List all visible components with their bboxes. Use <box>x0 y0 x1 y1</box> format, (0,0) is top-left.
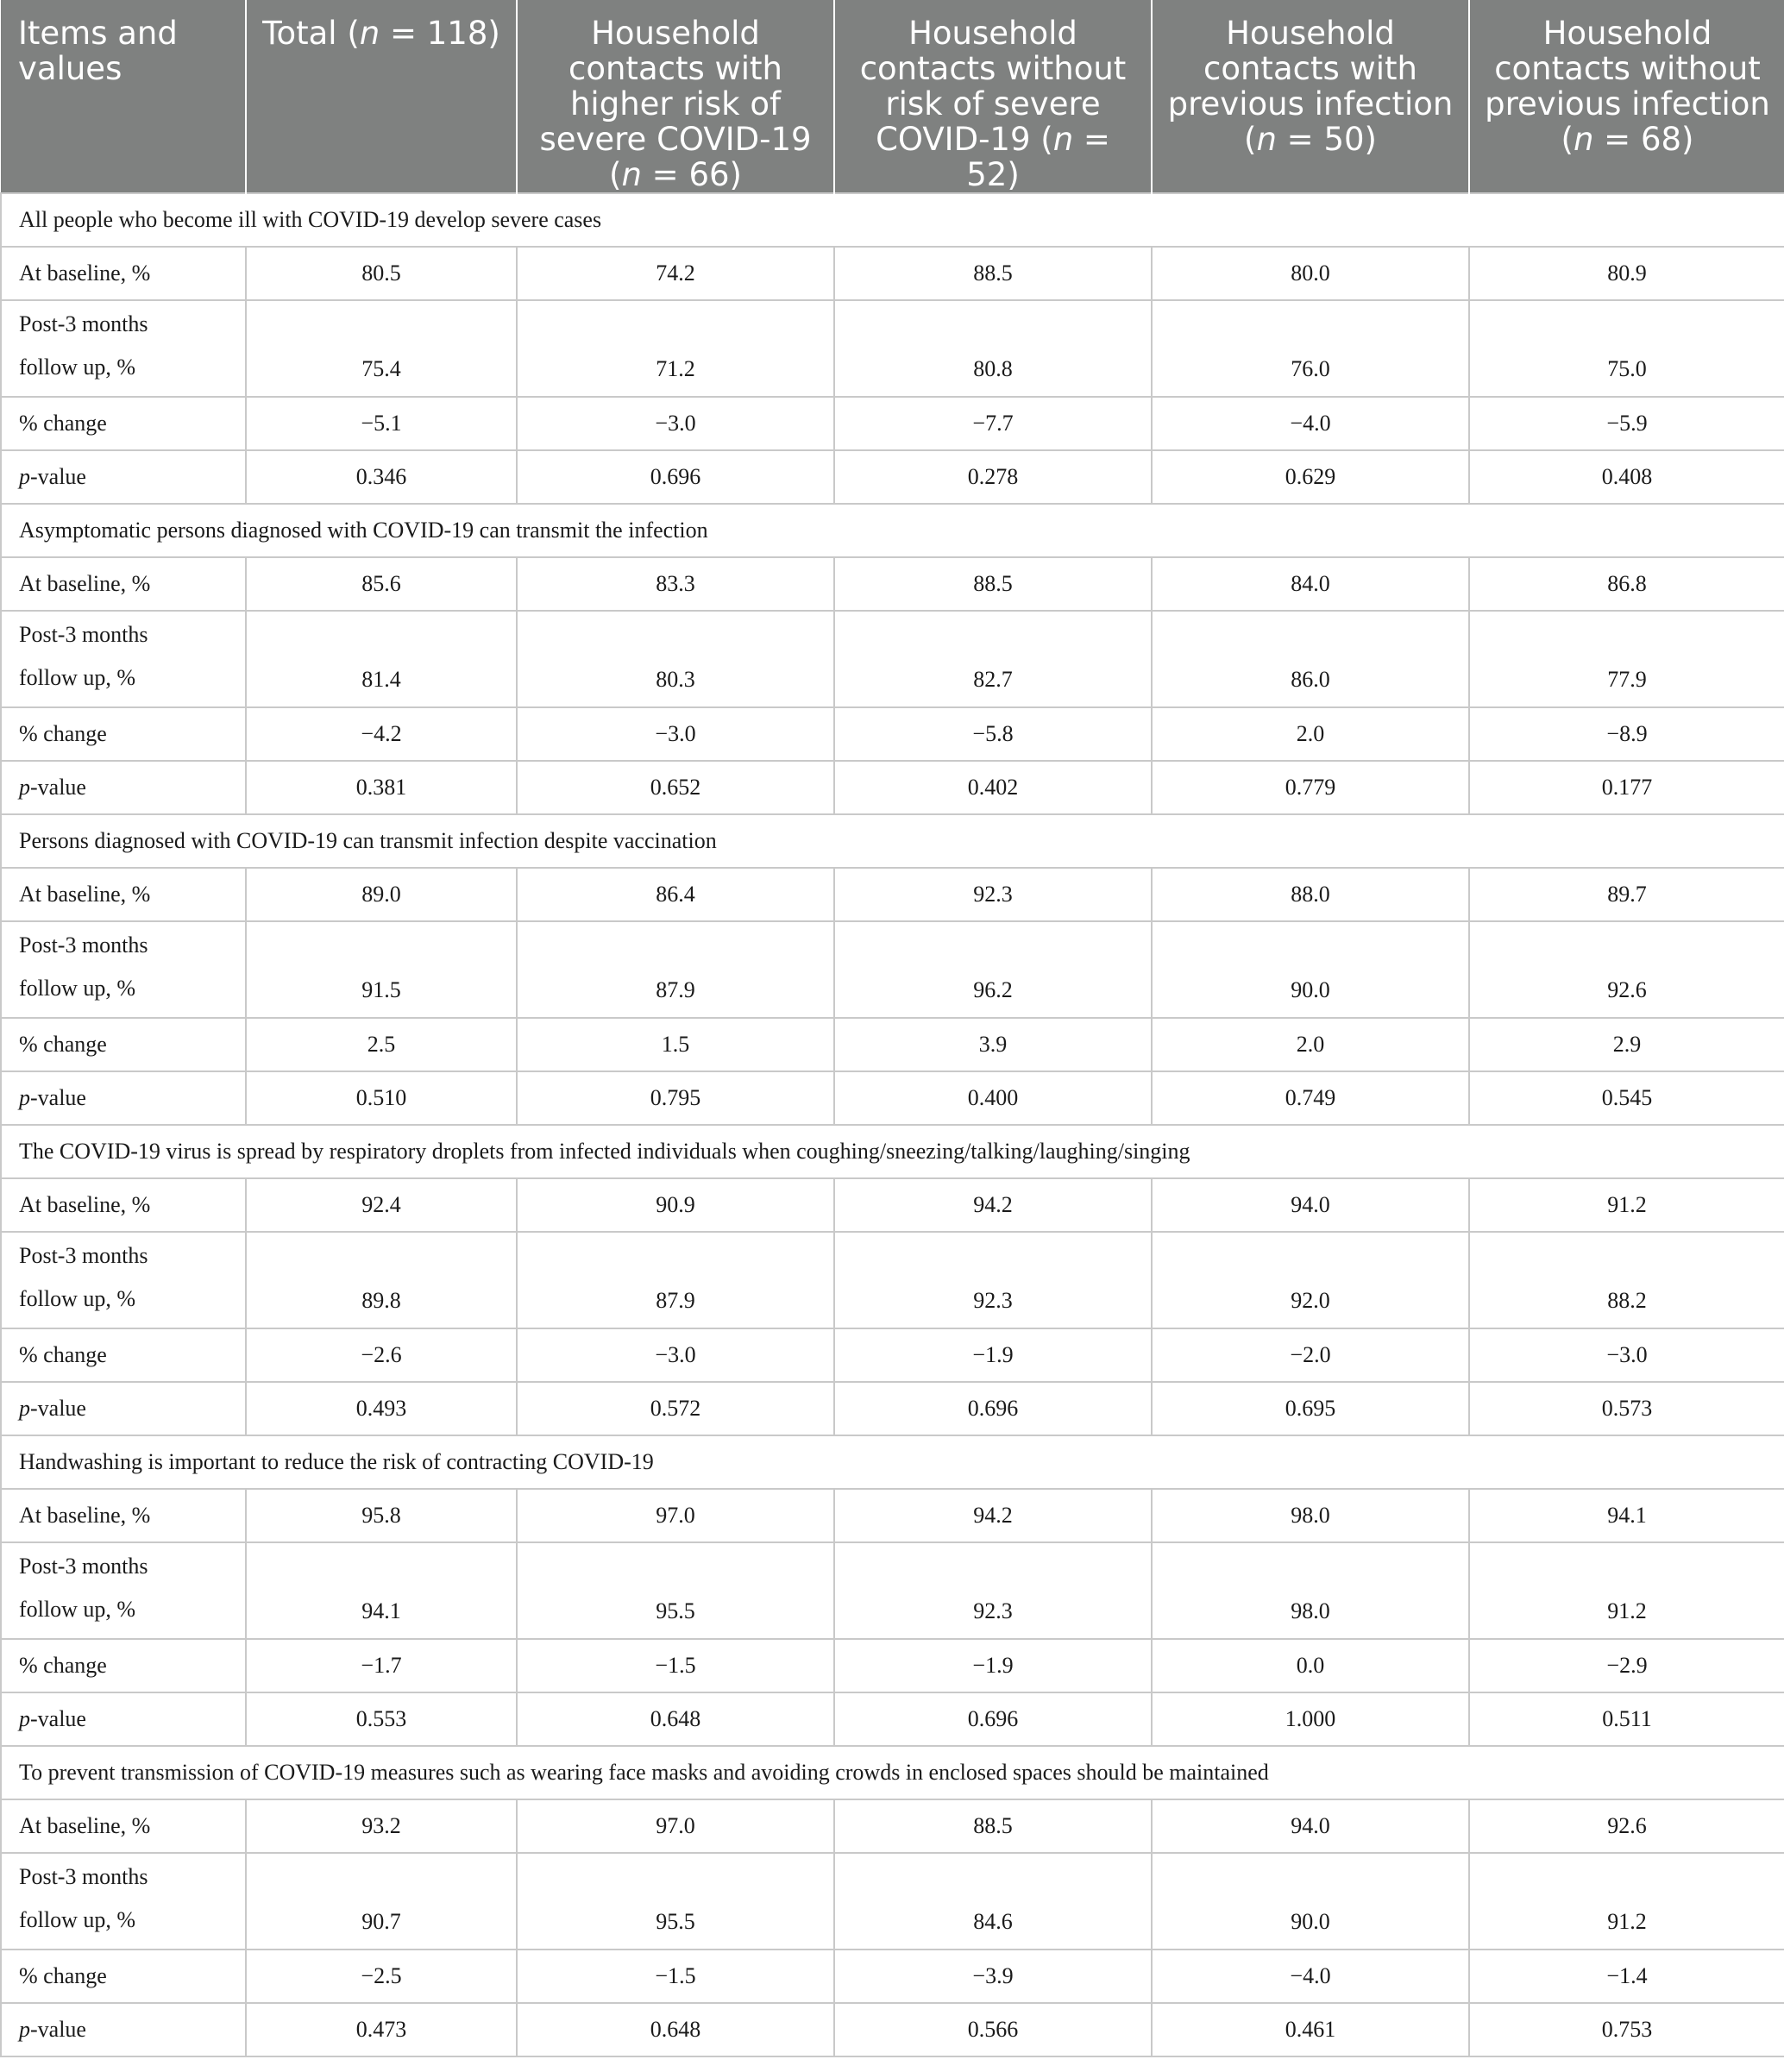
row-label-p-value: p-value <box>1 1071 246 1125</box>
header-items-and-values: Items and values <box>1 0 246 193</box>
table-cell: −3.9 <box>834 1950 1152 2003</box>
table-cell: 91.2 <box>1469 1178 1784 1232</box>
table-cell: 94.1 <box>1469 1489 1784 1542</box>
table-cell: 92.3 <box>834 1232 1152 1328</box>
row-label-post: Post-3 months follow up, % <box>1 1232 246 1328</box>
table-row <box>1 1382 1784 1435</box>
table-cell: 0.648 <box>517 1692 834 1746</box>
table-cell: −1.7 <box>246 1639 517 1692</box>
table-cell: 94.2 <box>834 1178 1152 1232</box>
row-label-post: Post-3 months follow up, % <box>1 921 246 1018</box>
table-cell: 75.0 <box>1469 300 1784 397</box>
table-cell: 0.572 <box>517 1382 834 1435</box>
table-row <box>1 1853 1784 1950</box>
table-cell: 0.749 <box>1152 1071 1469 1125</box>
table-cell: 0.753 <box>1469 2003 1784 2056</box>
table-row <box>1 1328 1784 1382</box>
table-cell: 0.629 <box>1152 450 1469 504</box>
table-cell: 75.4 <box>246 300 517 397</box>
section-title: Asymptomatic persons diagnosed with COVID-19 can transmit the infection <box>1 504 1784 557</box>
table-cell: 0.278 <box>834 450 1152 504</box>
table-cell: 74.2 <box>517 247 834 300</box>
table-cell: 0.400 <box>834 1071 1152 1125</box>
table-cell: 0.652 <box>517 761 834 814</box>
table-cell: 0.696 <box>834 1382 1152 1435</box>
row-label-baseline: At baseline, % <box>1 1799 246 1853</box>
table-cell: −2.9 <box>1469 1639 1784 1692</box>
table-cell: 2.0 <box>1152 707 1469 761</box>
table-row <box>1 1542 1784 1639</box>
table-row <box>1 1232 1784 1328</box>
section-title: To prevent transmission of COVID-19 measures such as wearing face masks and avoiding crowds in enclosed spaces should be maintained <box>1 1746 1784 1799</box>
row-label-post: Post-3 months follow up, % <box>1 1853 246 1950</box>
table-cell: 94.0 <box>1152 1178 1469 1232</box>
header-without-previous-infection: Household contacts without previous infection (n = 68) <box>1469 0 1784 193</box>
table-cell: 88.5 <box>834 557 1152 611</box>
table-cell: 98.0 <box>1152 1542 1469 1639</box>
table-cell: 71.2 <box>517 300 834 397</box>
section-row <box>1 1746 1784 1799</box>
table-row <box>1 1489 1784 1542</box>
table-cell: 80.9 <box>1469 247 1784 300</box>
table-cell: 80.0 <box>1152 247 1469 300</box>
table-cell: 1.000 <box>1152 1692 1469 1746</box>
table-cell: 88.5 <box>834 247 1152 300</box>
table-cell: 0.381 <box>246 761 517 814</box>
row-label-change: % change <box>1 1018 246 1071</box>
header-row <box>1 0 1784 193</box>
row-label-p-value: p-value <box>1 2003 246 2056</box>
table-cell: 1.5 <box>517 1018 834 1071</box>
table-header <box>1 0 1784 193</box>
table-row <box>1 1950 1784 2003</box>
table-cell: −5.8 <box>834 707 1152 761</box>
table-cell: 0.177 <box>1469 761 1784 814</box>
table-cell: 92.6 <box>1469 921 1784 1018</box>
table-row <box>1 247 1784 300</box>
header-total: Total (n = 118) <box>246 0 517 193</box>
table-cell: 85.6 <box>246 557 517 611</box>
table-cell: −1.9 <box>834 1328 1152 1382</box>
table-cell: −1.4 <box>1469 1950 1784 2003</box>
section-row <box>1 1435 1784 1489</box>
table-cell: 91.5 <box>246 921 517 1018</box>
table-cell: −3.0 <box>517 397 834 450</box>
table-row <box>1 2003 1784 2056</box>
row-label-p-value: p-value <box>1 1382 246 1435</box>
table-cell: 0.408 <box>1469 450 1784 504</box>
table-cell: 94.0 <box>1152 1799 1469 1853</box>
table-cell: 89.0 <box>246 868 517 921</box>
table-cell: −1.9 <box>834 1639 1152 1692</box>
table-cell: −4.0 <box>1152 397 1469 450</box>
table-cell: 87.9 <box>517 1232 834 1328</box>
table-cell: 0.648 <box>517 2003 834 2056</box>
table-row <box>1 868 1784 921</box>
table-cell: 94.1 <box>246 1542 517 1639</box>
row-label-post: Post-3 months follow up, % <box>1 1542 246 1639</box>
row-label-baseline: At baseline, % <box>1 557 246 611</box>
table-cell: 88.0 <box>1152 868 1469 921</box>
section-row <box>1 1125 1784 1178</box>
row-label-baseline: At baseline, % <box>1 868 246 921</box>
row-label-change: % change <box>1 1950 246 2003</box>
table-cell: 89.7 <box>1469 868 1784 921</box>
table-cell: −4.0 <box>1152 1950 1469 2003</box>
table-cell: 93.2 <box>246 1799 517 1853</box>
table-cell: −7.7 <box>834 397 1152 450</box>
row-label-change: % change <box>1 1328 246 1382</box>
header-without-risk: Household contacts without risk of severe COVID-19 (n = 52) <box>834 0 1152 193</box>
table-row <box>1 921 1784 1018</box>
table-row <box>1 1018 1784 1071</box>
table-cell: 0.779 <box>1152 761 1469 814</box>
table-cell: 0.493 <box>246 1382 517 1435</box>
table-cell: −3.0 <box>517 707 834 761</box>
row-label-baseline: At baseline, % <box>1 247 246 300</box>
header-higher-risk: Household contacts with higher risk of severe COVID-19 (n = 66) <box>517 0 834 193</box>
table-cell: 88.2 <box>1469 1232 1784 1328</box>
table-cell: 95.5 <box>517 1542 834 1639</box>
table-cell: −5.1 <box>246 397 517 450</box>
row-label-baseline: At baseline, % <box>1 1489 246 1542</box>
table-cell: 97.0 <box>517 1799 834 1853</box>
table-cell: 0.695 <box>1152 1382 1469 1435</box>
table-row <box>1 450 1784 504</box>
table-cell: 0.473 <box>246 2003 517 2056</box>
table-cell: 92.4 <box>246 1178 517 1232</box>
table-cell: 0.402 <box>834 761 1152 814</box>
table-cell: 0.553 <box>246 1692 517 1746</box>
table-row <box>1 611 1784 707</box>
table-cell: 0.573 <box>1469 1382 1784 1435</box>
table-cell: −2.5 <box>246 1950 517 2003</box>
table-cell: 91.2 <box>1469 1853 1784 1950</box>
table-cell: 94.2 <box>834 1489 1152 1542</box>
table-cell: −5.9 <box>1469 397 1784 450</box>
table-cell: −2.0 <box>1152 1328 1469 1382</box>
table-cell: 91.2 <box>1469 1542 1784 1639</box>
section-row <box>1 814 1784 868</box>
table-cell: 80.5 <box>246 247 517 300</box>
table-cell: 0.0 <box>1152 1639 1469 1692</box>
table-cell: −8.9 <box>1469 707 1784 761</box>
table-cell: 87.9 <box>517 921 834 1018</box>
table-cell: 92.3 <box>834 868 1152 921</box>
section-title: All people who become ill with COVID-19 develop severe cases <box>1 193 1784 247</box>
table-cell: 92.6 <box>1469 1799 1784 1853</box>
table-cell: 2.5 <box>246 1018 517 1071</box>
table-cell: 2.0 <box>1152 1018 1469 1071</box>
table-cell: −3.0 <box>1469 1328 1784 1382</box>
table-row <box>1 557 1784 611</box>
section-row <box>1 504 1784 557</box>
table-row <box>1 1071 1784 1125</box>
section-row <box>1 193 1784 247</box>
table-row <box>1 707 1784 761</box>
row-label-post: Post-3 months follow up, % <box>1 300 246 397</box>
table-cell: 92.0 <box>1152 1232 1469 1328</box>
row-label-p-value: p-value <box>1 761 246 814</box>
section-title: Handwashing is important to reduce the risk of contracting COVID-19 <box>1 1435 1784 1489</box>
table-cell: 88.5 <box>834 1799 1152 1853</box>
row-label-post: Post-3 months follow up, % <box>1 611 246 707</box>
table-cell: 90.7 <box>246 1853 517 1950</box>
table-cell: 80.8 <box>834 300 1152 397</box>
table-cell: 80.3 <box>517 611 834 707</box>
table-cell: 90.0 <box>1152 921 1469 1018</box>
table-cell: 86.0 <box>1152 611 1469 707</box>
table-cell: 3.9 <box>834 1018 1152 1071</box>
table-cell: 76.0 <box>1152 300 1469 397</box>
table-cell: −1.5 <box>517 1950 834 2003</box>
section-title: The COVID-19 virus is spread by respiratory droplets from infected individuals when coughing/sneezing/talking/laughing/singing <box>1 1125 1784 1178</box>
table-cell: 84.0 <box>1152 557 1469 611</box>
table-cell: −3.0 <box>517 1328 834 1382</box>
row-label-baseline: At baseline, % <box>1 1178 246 1232</box>
table-cell: 0.795 <box>517 1071 834 1125</box>
header-previous-infection: Household contacts with previous infection (n = 50) <box>1152 0 1469 193</box>
table-cell: 0.346 <box>246 450 517 504</box>
table-cell: 86.4 <box>517 868 834 921</box>
table-cell: 84.6 <box>834 1853 1152 1950</box>
row-label-change: % change <box>1 1639 246 1692</box>
table-cell: 0.461 <box>1152 2003 1469 2056</box>
table-cell: 77.9 <box>1469 611 1784 707</box>
table-cell: 92.3 <box>834 1542 1152 1639</box>
table-cell: 82.7 <box>834 611 1152 707</box>
table-row <box>1 1692 1784 1746</box>
table-cell: 0.696 <box>834 1692 1152 1746</box>
table-cell: 83.3 <box>517 557 834 611</box>
table-cell: 86.8 <box>1469 557 1784 611</box>
table-cell: 90.0 <box>1152 1853 1469 1950</box>
row-label-change: % change <box>1 707 246 761</box>
table-cell: 96.2 <box>834 921 1152 1018</box>
row-label-p-value: p-value <box>1 1692 246 1746</box>
table-row <box>1 300 1784 397</box>
table-cell: −1.5 <box>517 1639 834 1692</box>
table-cell: 90.9 <box>517 1178 834 1232</box>
table-cell: 81.4 <box>246 611 517 707</box>
table-row <box>1 397 1784 450</box>
table-cell: 0.566 <box>834 2003 1152 2056</box>
table-row <box>1 761 1784 814</box>
section-title: Persons diagnosed with COVID-19 can transmit infection despite vaccination <box>1 814 1784 868</box>
table-cell: 0.545 <box>1469 1071 1784 1125</box>
table-body <box>1 193 1784 2056</box>
table-row <box>1 1799 1784 1853</box>
table-row <box>1 1178 1784 1232</box>
table-cell: 0.510 <box>246 1071 517 1125</box>
table-cell: 95.5 <box>517 1853 834 1950</box>
table-cell: 0.511 <box>1469 1692 1784 1746</box>
table-cell: 97.0 <box>517 1489 834 1542</box>
table-row <box>1 1639 1784 1692</box>
table-cell: −4.2 <box>246 707 517 761</box>
row-label-change: % change <box>1 397 246 450</box>
table-cell: 89.8 <box>246 1232 517 1328</box>
row-label-p-value: p-value <box>1 450 246 504</box>
table-cell: 2.9 <box>1469 1018 1784 1071</box>
table-cell: 0.696 <box>517 450 834 504</box>
table-cell: 98.0 <box>1152 1489 1469 1542</box>
table-cell: 95.8 <box>246 1489 517 1542</box>
table-cell: −2.6 <box>246 1328 517 1382</box>
